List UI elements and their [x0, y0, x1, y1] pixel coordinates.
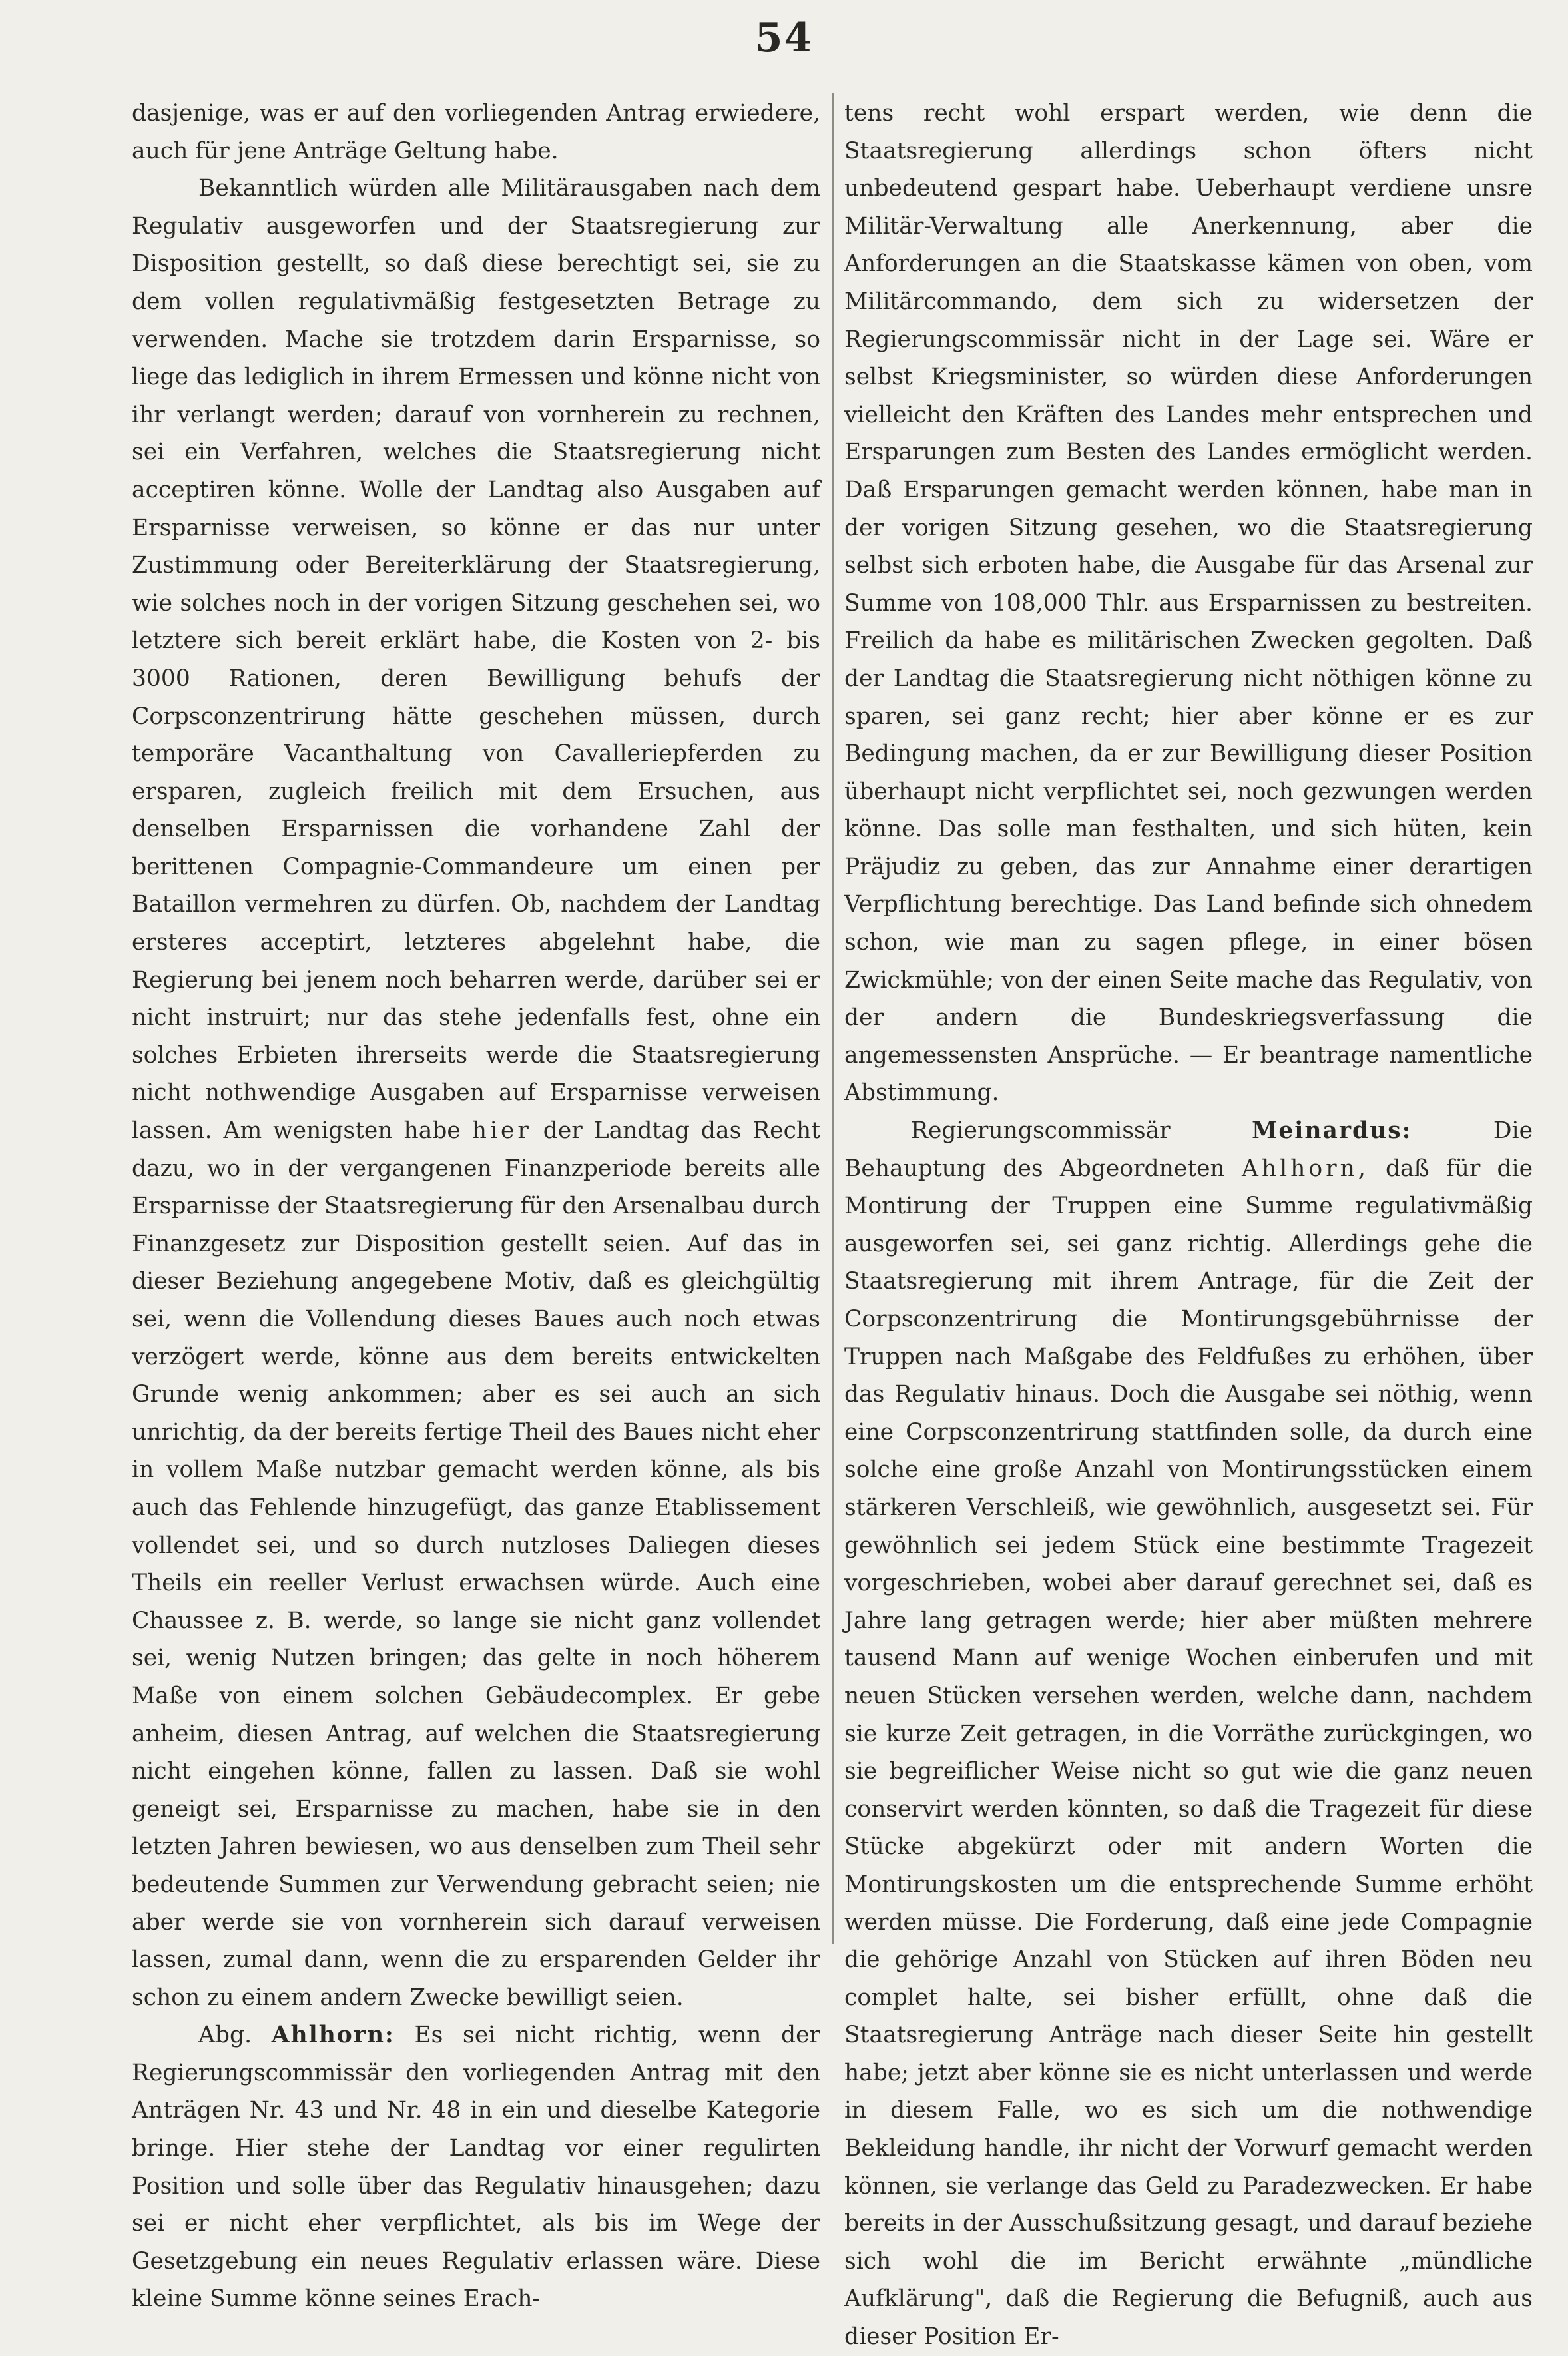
- left-column: [132, 95, 821, 2313]
- speaker-prefix: Abg.: [198, 2022, 252, 2049]
- paragraph: tens recht wohl erspart werden, wie denn die Staatsregierung allerdings schon öfters nicht unbedeutend gespart habe. Ueberhaupt verdiene unsre Militär-Verwaltung alle Anerkennung, aber die Anforderungen an die Staatskasse kämen von oben, vom Militärcommando, dem sich zu widersetzen der Regierungscommissär nicht in der Lage sei. Wäre er selbst Kriegsminister, so würden diese Anforderungen vielleicht den Kräften des Landes mehr entsprechen und Ersparungen zum Besten des Landes ermöglicht werden. Daß Ersparungen gemacht werden können, habe man in der vorigen Sitzung gesehen, wo die Staatsregierung selbst sich erboten habe, die Ausgabe für das Arsenal zur Summe von 108,000 Thlr. aus Ersparnissen zu bestreiten. Freilich da habe es militärischen Zwecken gegolten. Daß der Landtag die Staatsregierung nicht nöthigen könne zu sparen, sei ganz recht; hier aber könne er es zur Bedingung machen, da er zur Bewilligung dieser Position überhaupt nicht verpflichtet sei, noch gezwungen werden könne. Das solle man festhalten, und sich hüten, kein Präjudiz zu geben, das zur Annahme einer derartigen Verpflichtung berechtige. Das Land befinde sich ohnedem schon, wie man zu sagen pflege, in einer bösen Zwickmühle; von der einen Seite mache das Regulativ, von der andern die Bundeskriegsverfassung die angemessensten Ansprüche. — Er beantrage namentliche Abstimmung.: [844, 100, 1533, 1107]
- paragraph: [132, 2016, 820, 2318]
- paragraph: [132, 170, 820, 2016]
- paragraph-text: Bekanntlich würden alle Militärausgaben nach dem Regulativ ausgeworfen und der Staatsregierung zur Disposition gestellt, so daß diese berechtigt sei, sie zu dem vollen regulativmäßig festgesetzten Betrage zu verwenden. Mache sie trotzdem darin Ersparnisse, so liege das lediglich in ihrem Ermessen und könne nicht von ihr verlangt werden; darauf von vornherein zu rechnen, sei ein Verfahren, welches die Staatsregierung nicht acceptiren könne. Wolle der Landtag also Ausgaben auf Ersparnisse verweisen, so könne er das nur unter Zustimmung oder Bereiterklärung der Staatsregierung, wie solches noch in der vorigen Sitzung geschehen sei, wo letztere sich bereit erklärt habe, die Kosten von 2- bis 3000 Rationen, deren Bewilligung behufs der Corpsconzentrirung hätte geschehen müssen, durch temporäre Vacanthaltung von Cavalleriepferden zu ersparen, zugleich freilich mit dem Ersuchen, aus denselben Ersparnissen die vorhandene Zahl der berittenen Compagnie-Commandeure um einen per Bataillon vermehren zu dürfen. Ob, nachdem der Landtag ersteres acceptirt, letzteres abgelehnt habe, die Regierung bei jenem noch beharren werde, darüber sei er nicht instruirt; nur das stehe jedenfalls fest, ohne ein solches Erbieten ihrerseits werde die Staatsregierung nicht nothwendige Ausgaben auf Ersparnisse verweisen lassen. Am wenigsten habe: [132, 175, 820, 1145]
- paragraph: [844, 1112, 1533, 2356]
- paragraph-text: Es sei nicht richtig, wenn der Regierungscommissär den vorliegenden Antrag mit den Anträgen Nr. 43 und Nr. 48 in ein und dieselbe Kategorie bringe. Hier stehe der Landtag vor einer regulirten Position und solle über das Regulativ hinausgehen; dazu sei er nicht eher verpflichtet, als bis im Wege der Gesetzgebung ein neues Regulativ erlassen wäre. Diese kleine Summe könne seines Erach-: [132, 2022, 821, 2313]
- emphasized-name: Ahlhorn,: [1241, 1155, 1369, 1182]
- speaker-name: Ahlhorn:: [271, 2022, 395, 2049]
- paragraph-text: Die Behauptung des Abgeordneten: [844, 1117, 1533, 1182]
- paragraph-text: der Landtag das Recht dazu, wo in der vergangenen Finanzperiode bereits alle Ersparnisse der Staatsregierung für den Arsenalbau durch Finanzgesetz zur Disposition gestellt seien. Auf das in dieser Beziehung angegebene Motiv, daß es gleichgültig sei, wenn die Vollendung dieses Baues auch noch etwas verzögert werde, könne aus dem bereits entwickelten Grunde wenig ankommen; aber es sei auch an sich unrichtig, da der bereits fertige Theil des Baues nicht eher in vollem Maße nutzbar gemacht werden könne, als bis auch das Fehlende hinzugefügt, das ganze Etablissement vollendet sei, und so durch nutzloses Daliegen dieses Theils ein reeller Verlust erwachsen würde. Auch eine Chaussee z. B. werde, so lange sie nicht ganz vollendet sei, wenig Nutzen bringen; das gelte in noch höherem Maße von einem solchen Gebäudecomplex. Er gebe anheim, diesen Antrag, auf welchen die Staatsregierung nicht eingehen könne, fallen zu lassen. Daß sie wohl geneigt sei, Ersparnisse zu machen, habe sie in den letzten Jahren bewiesen, wo aus denselben zum Theil sehr bedeutende Summen zur Verwendung gebracht seien; nie aber werde sie von vornherein sich darauf verweisen lassen, zumal dann, wenn die zu ersparenden Gelder ihr schon zu einem andern Zwecke bewilligt seien.: [132, 1117, 820, 2011]
- page-number: 54: [754, 15, 814, 61]
- speaker-prefix: Regierungscommissär: [911, 1117, 1171, 1145]
- column-divider: [832, 93, 834, 1944]
- paragraph-text: daß für die Montirung der Truppen eine Summe regulativmäßig ausgeworfen sei, sei ganz richtig. Allerdings gehe die Staatsregierung mit ihrem Antrage, für die Zeit der Corpsconzentrirung die Montirungsgebührnisse der Truppen nach Maßgabe des Feldfußes zu erhöhen, über das Regulativ hinaus. Doch die Ausgabe sei nöthig, wenn eine Corpsconzentrirung stattfinden solle, da durch eine solche eine große Anzahl von Montirungsstücken einem stärkeren Verschleiß, wie gewöhnlich, ausgesetzt sei. Für gewöhnlich sei jedem Stück eine bestimmte Tragezeit vorgeschrieben, wobei aber darauf gerechnet sei, daß es Jahre lang getragen werde; hier aber müßten mehrere tausend Mann auf wenige Wochen einberufen und mit neuen Stücken versehen werden, welche dann, nachdem sie kurze Zeit getragen, in die Vorräthe zurückgingen, wo sie begreiflicher Weise nicht so gut wie die ganz neuen conservirt werden könnten, so daß die Tragezeit für diese Stücke abgekürzt oder mit andern Worten die Montirungskosten um die entsprechende Summe erhöht werden müsse. Die Forderung, daß eine jede Compagnie die gehörige Anzahl von Stücken auf ihren Böden neu complet halte, sei bisher erfüllt, ohne daß die Staatsregierung Anträge nach dieser Seite hin gestellt habe; jetzt aber könne sie es nicht unterlassen und werde in diesem Falle, wo es sich um die nothwendige Bekleidung handle, ihr nicht der Vorwurf gemacht werden können, sie verlange das Geld zu Paradezwecken. Er habe bereits in der Ausschußsitzung gesagt, und darauf beziehe sich wohl die im Bericht erwähnte „mündliche Aufklärung", daß die Regierung die Befugniß, auch aus dieser Position Er-: [844, 1155, 1533, 2351]
- paragraph: dasjenige, was er auf den vorliegenden Antrag erwiedere, auch für jene Anträge Geltung habe.: [132, 100, 820, 164]
- emphasized-word: hier: [471, 1117, 532, 1145]
- speaker-name: Meinardus:: [1252, 1117, 1412, 1145]
- right-column: [844, 95, 1533, 2351]
